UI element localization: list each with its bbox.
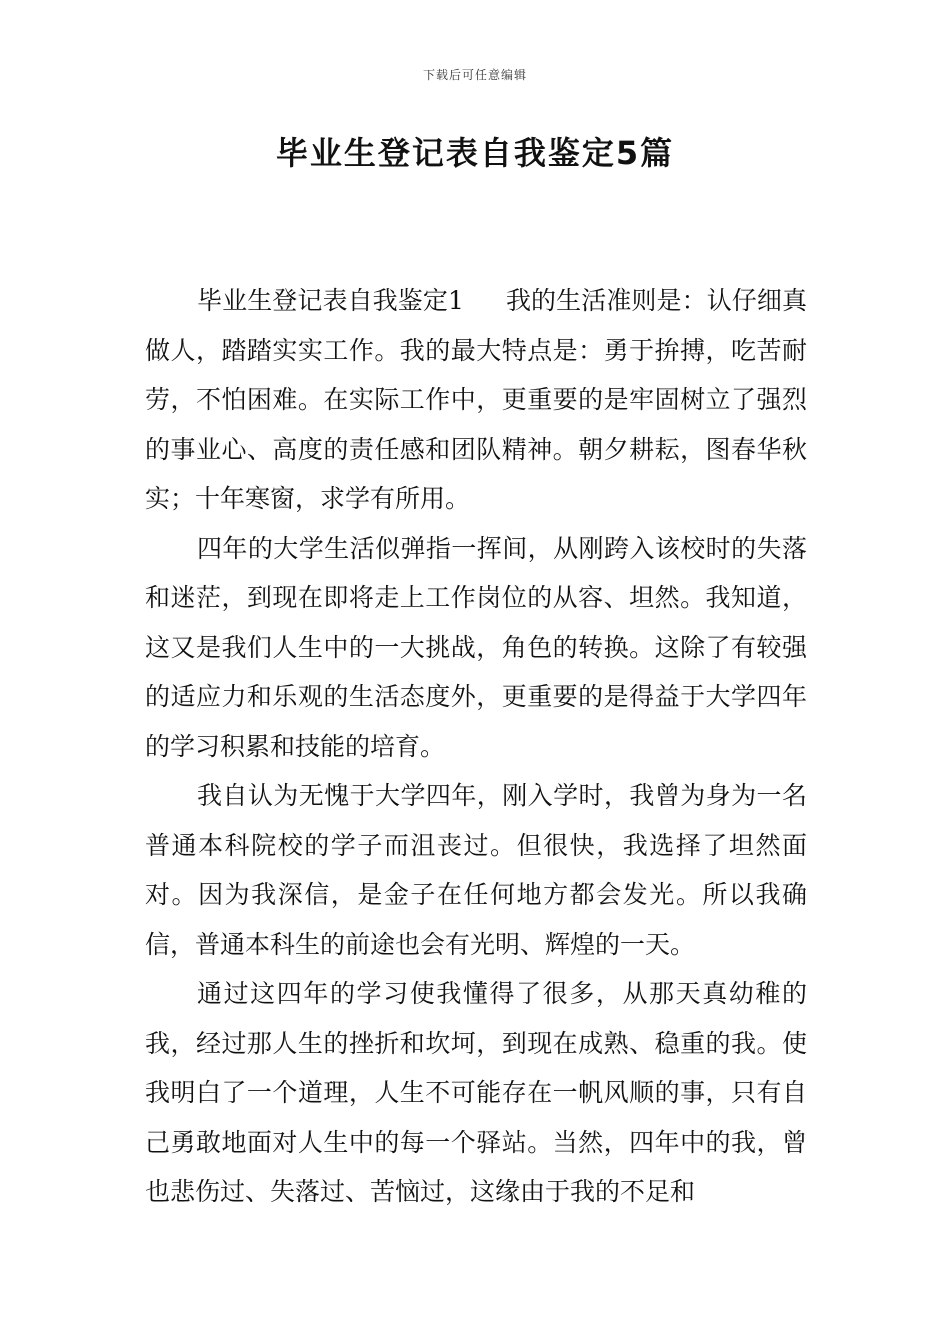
document-title: 毕业生登记表自我鉴定5篇 bbox=[275, 134, 675, 172]
paragraph-3: 我自认为无愧于大学四年，刚入学时，我曾为身为一名普通本科院校的学子而沮丧过。但很快，我选择了坦然面对。因为我深信，是金子在任何地方都会发光。所以我确信，普通本科生的前途也会有光明、辉煌的一天。 bbox=[145, 781, 807, 959]
section-heading: 毕业生登记表自我鉴定1 bbox=[197, 286, 464, 315]
document-body bbox=[145, 276, 807, 1217]
paragraph-text: 我的生活准则是：认仔细真做人，踏踏实实工作。我的最大特点是：勇于拚搏，吃苦耐劳，不怕困难。在实际工作中，更重要的是牢固树立了强烈的事业心、高度的责任感和团队精神。朝夕耕耘，图春华秋实；十年寒窗，求学有所用。 bbox=[145, 286, 807, 513]
paragraph-4: 通过这四年的学习使我懂得了很多，从那天真幼稚的我，经过那人生的挫折和坎坷，到现在成熟、稳重的我。使我明白了一个道理，人生不可能存在一帆风顺的事，只有自己勇敢地面对人生中的每一个驿站。当然，四年中的我，曾也悲伤过、失落过、苦恼过，这缘由于我的不足和 bbox=[145, 979, 807, 1206]
paragraph-1 bbox=[145, 276, 807, 524]
header-note: 下载后可任意编辑 bbox=[422, 68, 527, 82]
paragraph-2: 四年的大学生活似弹指一挥间，从刚跨入该校时的失落和迷茫，到现在即将走上工作岗位的从容、坦然。我知道，这又是我们人生中的一大挑战，角色的转换。这除了有较强的适应力和乐观的生活态度外，更重要的是得益于大学四年的学习积累和技能的培育。 bbox=[145, 533, 807, 761]
